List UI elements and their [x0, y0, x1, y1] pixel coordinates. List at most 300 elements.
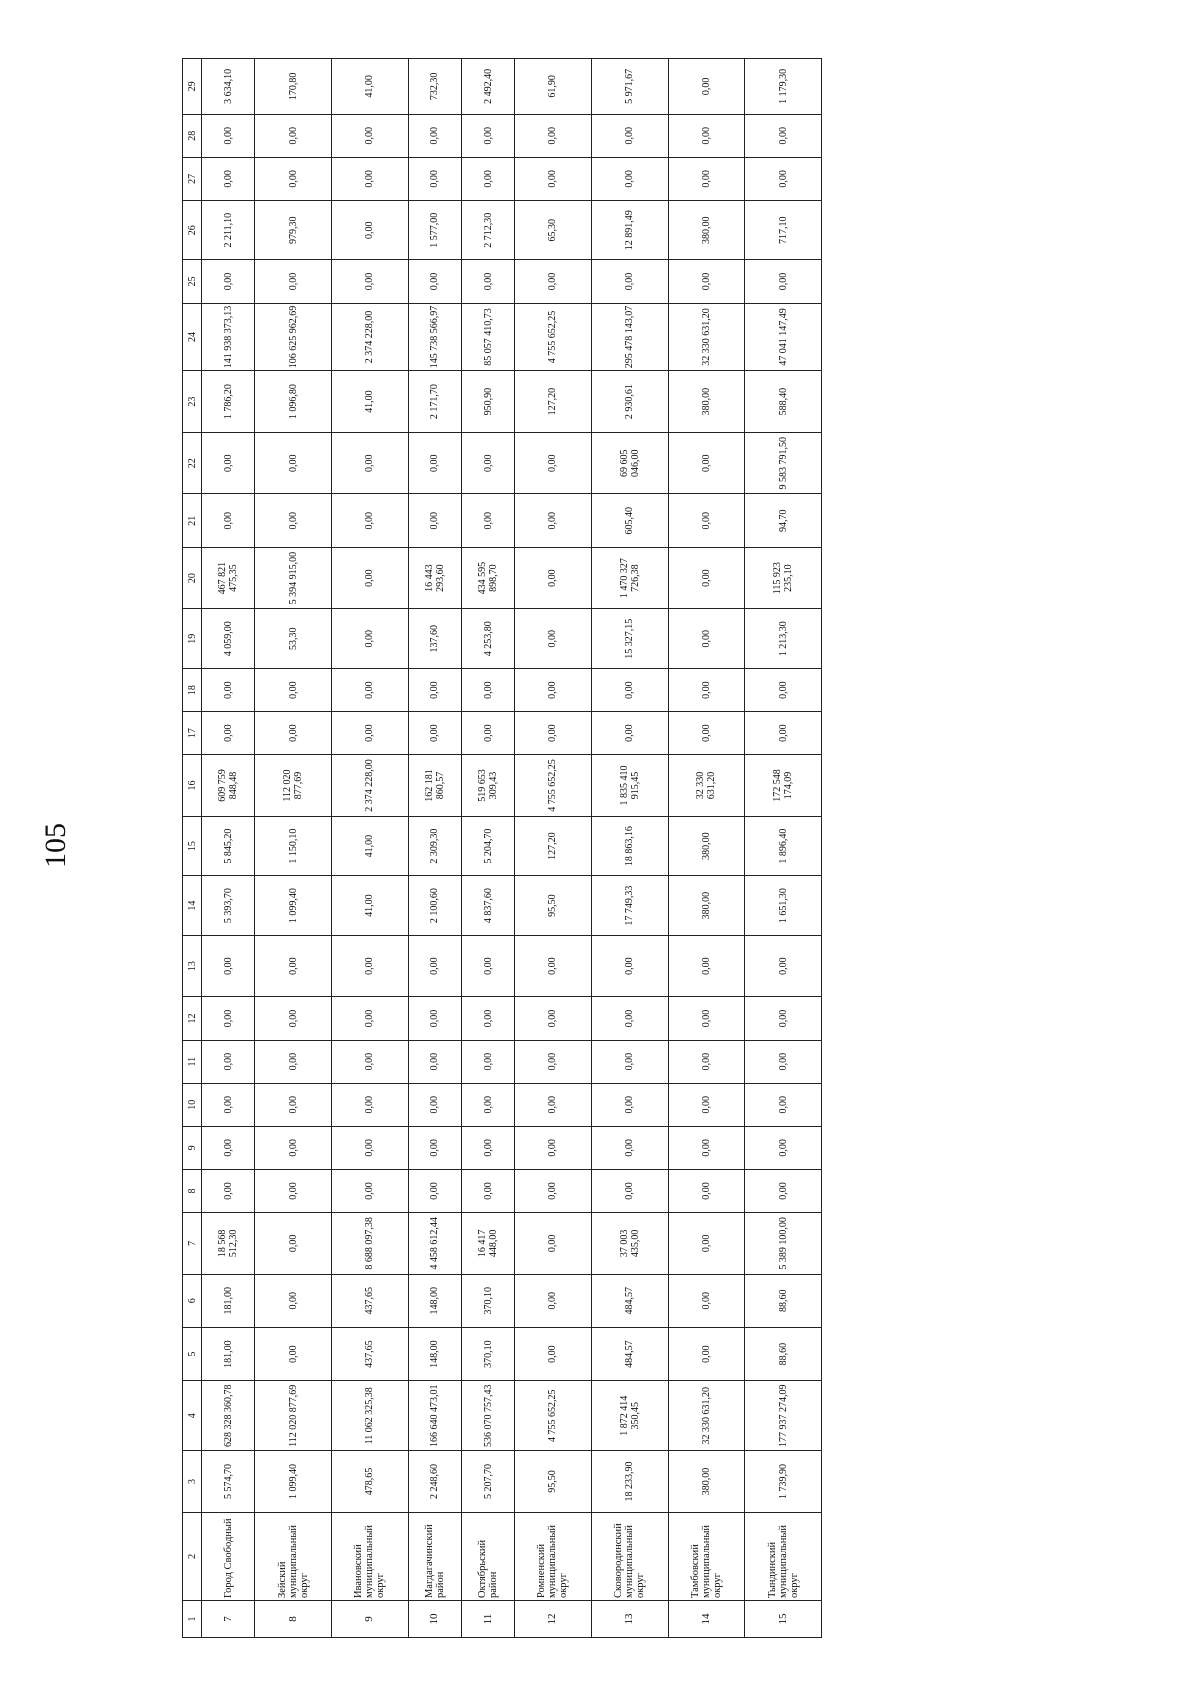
value-cell: 380,00 — [668, 1451, 745, 1513]
value-cell: 162 181 860,57 — [408, 755, 461, 817]
value-cell: 0,00 — [202, 712, 255, 755]
value-cell: 0,00 — [408, 1040, 461, 1083]
value-cell: 484,57 — [591, 1274, 668, 1327]
value-cell: 112 020 877,69 — [255, 755, 332, 817]
value-cell: 5 394 915,00 — [255, 547, 332, 609]
value-cell: 41,00 — [331, 876, 408, 936]
value-cell: 0,00 — [331, 494, 408, 547]
value-cell: 0,00 — [408, 669, 461, 712]
value-cell: 0,00 — [591, 935, 668, 997]
value-cell: 0,00 — [202, 260, 255, 303]
row-number-cell: 10 — [408, 1601, 461, 1638]
value-cell: 17 749,33 — [591, 876, 668, 936]
territory-name-cell: Ромненский муниципальный округ — [515, 1512, 592, 1600]
value-cell: 41,00 — [331, 816, 408, 876]
column-number-cell: 27 — [183, 157, 202, 200]
value-cell: 0,00 — [255, 494, 332, 547]
value-cell: 0,00 — [515, 935, 592, 997]
column-number-cell: 10 — [183, 1083, 202, 1126]
row-number-cell: 7 — [202, 1601, 255, 1638]
value-cell: 380,00 — [668, 876, 745, 936]
value-cell: 0,00 — [461, 494, 514, 547]
value-cell: 0,00 — [668, 1169, 745, 1212]
value-cell: 0,00 — [331, 432, 408, 494]
value-cell: 0,00 — [331, 260, 408, 303]
value-cell: 4 059,00 — [202, 609, 255, 669]
value-cell: 0,00 — [745, 997, 822, 1040]
value-cell: 380,00 — [668, 816, 745, 876]
column-number-cell: 1 — [183, 1601, 202, 1638]
value-cell: 950,90 — [461, 371, 514, 433]
value-cell: 0,00 — [331, 1040, 408, 1083]
value-cell: 0,00 — [591, 1169, 668, 1212]
value-cell: 5 971,67 — [591, 59, 668, 115]
column-number-cell: 6 — [183, 1274, 202, 1327]
value-cell: 0,00 — [515, 997, 592, 1040]
value-cell: 0,00 — [408, 114, 461, 157]
value-cell: 0,00 — [668, 494, 745, 547]
column-number-cell: 26 — [183, 200, 202, 260]
value-cell: 605,40 — [591, 494, 668, 547]
row-number-cell: 12 — [515, 1601, 592, 1638]
value-cell: 2 248,60 — [408, 1451, 461, 1513]
value-cell: 181,00 — [202, 1327, 255, 1380]
value-cell: 1 786,20 — [202, 371, 255, 433]
column-number-cell: 11 — [183, 1040, 202, 1083]
value-cell: 0,00 — [255, 712, 332, 755]
value-cell: 181,00 — [202, 1274, 255, 1327]
value-cell: 65,30 — [515, 200, 592, 260]
column-number-cell: 25 — [183, 260, 202, 303]
value-cell: 0,00 — [591, 669, 668, 712]
column-number-cell: 5 — [183, 1327, 202, 1380]
value-cell: 609 759 848,48 — [202, 755, 255, 817]
value-cell: 0,00 — [202, 997, 255, 1040]
value-cell: 1 896,40 — [745, 816, 822, 876]
value-cell: 5 574,70 — [202, 1451, 255, 1513]
value-cell: 0,00 — [331, 547, 408, 609]
value-cell: 3 634,10 — [202, 59, 255, 115]
value-cell: 0,00 — [331, 1169, 408, 1212]
territory-name-cell: Зейский муниципальный округ — [255, 1512, 332, 1600]
value-cell: 5 207,70 — [461, 1451, 514, 1513]
value-cell: 0,00 — [255, 1213, 332, 1275]
table-wrapper — [182, 58, 822, 1638]
territory-name-cell: Сковородинский муниципальный округ — [591, 1512, 668, 1600]
value-cell: 0,00 — [745, 114, 822, 157]
table-row — [668, 59, 745, 1638]
value-cell: 32 330 631,20 — [668, 1381, 745, 1451]
table-row — [745, 59, 822, 1638]
column-number-cell: 23 — [183, 371, 202, 433]
column-number-cell: 20 — [183, 547, 202, 609]
value-cell: 0,00 — [745, 260, 822, 303]
value-cell: 4 755 652,25 — [515, 1381, 592, 1451]
territory-name-cell: Город Свободный — [202, 1512, 255, 1600]
value-cell: 18 863,16 — [591, 816, 668, 876]
value-cell: 0,00 — [255, 1274, 332, 1327]
value-cell: 88,60 — [745, 1327, 822, 1380]
value-cell: 0,00 — [331, 609, 408, 669]
value-cell: 1 096,80 — [255, 371, 332, 433]
value-cell: 95,50 — [515, 1451, 592, 1513]
value-cell: 88,60 — [745, 1274, 822, 1327]
value-cell: 5 204,70 — [461, 816, 514, 876]
value-cell: 0,00 — [202, 1169, 255, 1212]
data-table — [182, 58, 822, 1638]
value-cell: 0,00 — [515, 1126, 592, 1169]
value-cell: 0,00 — [745, 1169, 822, 1212]
value-cell: 0,00 — [461, 1083, 514, 1126]
value-cell: 0,00 — [668, 1327, 745, 1380]
column-number-cell: 21 — [183, 494, 202, 547]
value-cell: 1 739,90 — [745, 1451, 822, 1513]
value-cell: 0,00 — [745, 1040, 822, 1083]
value-cell: 5 845,20 — [202, 816, 255, 876]
value-cell: 41,00 — [331, 371, 408, 433]
value-cell: 0,00 — [255, 935, 332, 997]
value-cell: 0,00 — [331, 935, 408, 997]
value-cell: 2 171,70 — [408, 371, 461, 433]
value-cell: 437,65 — [331, 1327, 408, 1380]
value-cell: 437,65 — [331, 1274, 408, 1327]
value-cell: 0,00 — [331, 114, 408, 157]
value-cell: 0,00 — [331, 200, 408, 260]
value-cell: 2 100,60 — [408, 876, 461, 936]
value-cell: 41,00 — [331, 59, 408, 115]
column-number-cell: 2 — [183, 1512, 202, 1600]
column-number-cell: 3 — [183, 1451, 202, 1513]
value-cell: 0,00 — [668, 997, 745, 1040]
value-cell: 112 020 877,69 — [255, 1381, 332, 1451]
value-cell: 0,00 — [331, 669, 408, 712]
value-cell: 295 478 143,07 — [591, 303, 668, 371]
value-cell: 0,00 — [331, 997, 408, 1040]
value-cell: 18 568 512,30 — [202, 1213, 255, 1275]
value-cell: 0,00 — [668, 1213, 745, 1275]
value-cell: 0,00 — [202, 669, 255, 712]
row-number-cell: 13 — [591, 1601, 668, 1638]
value-cell: 0,00 — [591, 1040, 668, 1083]
value-cell: 0,00 — [331, 1126, 408, 1169]
value-cell: 0,00 — [408, 997, 461, 1040]
value-cell: 37 003 435,00 — [591, 1213, 668, 1275]
table-row — [515, 59, 592, 1638]
value-cell: 0,00 — [668, 157, 745, 200]
value-cell: 0,00 — [745, 157, 822, 200]
table-row — [408, 59, 461, 1638]
value-cell: 0,00 — [255, 1126, 332, 1169]
value-cell: 0,00 — [515, 669, 592, 712]
column-number-cell: 7 — [183, 1213, 202, 1275]
value-cell: 0,00 — [202, 157, 255, 200]
value-cell: 69 605 046,00 — [591, 432, 668, 494]
value-cell: 8 688 097,38 — [331, 1213, 408, 1275]
value-cell: 979,30 — [255, 200, 332, 260]
value-cell: 0,00 — [591, 260, 668, 303]
value-cell: 484,57 — [591, 1327, 668, 1380]
value-cell: 9 583 791,50 — [745, 432, 822, 494]
value-cell: 172 548 174,09 — [745, 755, 822, 817]
value-cell: 0,00 — [255, 1169, 332, 1212]
value-cell: 106 625 962,69 — [255, 303, 332, 371]
territory-name-cell: Тындинский муниципальный округ — [745, 1512, 822, 1600]
value-cell: 0,00 — [461, 935, 514, 997]
value-cell: 148,00 — [408, 1327, 461, 1380]
table-row — [591, 59, 668, 1638]
value-cell: 0,00 — [515, 609, 592, 669]
value-cell: 0,00 — [255, 157, 332, 200]
value-cell: 0,00 — [202, 935, 255, 997]
column-number-cell: 28 — [183, 114, 202, 157]
column-number-cell: 9 — [183, 1126, 202, 1169]
value-cell: 380,00 — [668, 371, 745, 433]
table-row — [255, 59, 332, 1638]
value-cell: 53,30 — [255, 609, 332, 669]
value-cell: 11 062 325,38 — [331, 1381, 408, 1451]
table-rotated — [182, 58, 822, 1638]
value-cell: 1 651,30 — [745, 876, 822, 936]
value-cell: 0,00 — [255, 260, 332, 303]
value-cell: 0,00 — [255, 997, 332, 1040]
value-cell: 16 443 293,60 — [408, 547, 461, 609]
column-number-cell: 15 — [183, 816, 202, 876]
value-cell: 0,00 — [461, 1169, 514, 1212]
value-cell: 0,00 — [668, 1083, 745, 1126]
value-cell: 1 179,30 — [745, 59, 822, 115]
value-cell: 127,20 — [515, 816, 592, 876]
value-cell: 1 213,30 — [745, 609, 822, 669]
value-cell: 0,00 — [408, 432, 461, 494]
column-number-cell: 22 — [183, 432, 202, 494]
value-cell: 0,00 — [515, 1327, 592, 1380]
column-number-cell: 17 — [183, 712, 202, 755]
value-cell: 1 872 414 350,45 — [591, 1381, 668, 1451]
value-cell: 0,00 — [668, 1040, 745, 1083]
value-cell: 5 389 100,00 — [745, 1213, 822, 1275]
value-cell: 0,00 — [515, 547, 592, 609]
column-number-cell: 19 — [183, 609, 202, 669]
value-cell: 732,30 — [408, 59, 461, 115]
value-cell: 47 041 147,49 — [745, 303, 822, 371]
value-cell: 0,00 — [515, 157, 592, 200]
value-cell: 12 891,49 — [591, 200, 668, 260]
table-row — [331, 59, 408, 1638]
value-cell: 32 330 631,20 — [668, 755, 745, 817]
value-cell: 0,00 — [461, 432, 514, 494]
value-cell: 0,00 — [515, 432, 592, 494]
value-cell: 0,00 — [202, 1083, 255, 1126]
column-number-cell: 24 — [183, 303, 202, 371]
value-cell: 0,00 — [668, 114, 745, 157]
value-cell: 145 738 566,97 — [408, 303, 461, 371]
value-cell: 0,00 — [331, 712, 408, 755]
value-cell: 1 577,00 — [408, 200, 461, 260]
value-cell: 536 070 757,43 — [461, 1381, 514, 1451]
value-cell: 0,00 — [408, 712, 461, 755]
value-cell: 519 653 309,43 — [461, 755, 514, 817]
value-cell: 18 233,90 — [591, 1451, 668, 1513]
row-number-cell: 11 — [461, 1601, 514, 1638]
column-number-cell: 4 — [183, 1381, 202, 1451]
value-cell: 0,00 — [461, 997, 514, 1040]
value-cell: 0,00 — [745, 1083, 822, 1126]
value-cell: 0,00 — [591, 1126, 668, 1169]
value-cell: 0,00 — [202, 432, 255, 494]
value-cell: 0,00 — [408, 1083, 461, 1126]
value-cell: 0,00 — [668, 59, 745, 115]
value-cell: 5 393,70 — [202, 876, 255, 936]
territory-name-cell: Магдагачинский район — [408, 1512, 461, 1600]
value-cell: 0,00 — [515, 1274, 592, 1327]
value-cell: 1 470 327 726,38 — [591, 547, 668, 609]
value-cell: 380,00 — [668, 200, 745, 260]
value-cell: 0,00 — [255, 432, 332, 494]
value-cell: 0,00 — [202, 114, 255, 157]
header-row — [183, 59, 202, 1638]
value-cell: 0,00 — [515, 1169, 592, 1212]
value-cell: 0,00 — [745, 712, 822, 755]
value-cell: 0,00 — [461, 669, 514, 712]
value-cell: 0,00 — [408, 1126, 461, 1169]
table-row — [461, 59, 514, 1638]
value-cell: 0,00 — [591, 1083, 668, 1126]
value-cell: 0,00 — [408, 494, 461, 547]
column-number-cell: 14 — [183, 876, 202, 936]
value-cell: 0,00 — [255, 669, 332, 712]
value-cell: 4 837,60 — [461, 876, 514, 936]
value-cell: 2 374 228,00 — [331, 303, 408, 371]
value-cell: 0,00 — [461, 157, 514, 200]
value-cell: 478,65 — [331, 1451, 408, 1513]
value-cell: 434 595 898,70 — [461, 547, 514, 609]
value-cell: 0,00 — [591, 157, 668, 200]
value-cell: 0,00 — [591, 712, 668, 755]
value-cell: 0,00 — [515, 1083, 592, 1126]
value-cell: 0,00 — [591, 114, 668, 157]
value-cell: 0,00 — [745, 669, 822, 712]
value-cell: 0,00 — [745, 935, 822, 997]
value-cell: 0,00 — [668, 712, 745, 755]
value-cell: 0,00 — [255, 1327, 332, 1380]
row-number-cell: 9 — [331, 1601, 408, 1638]
value-cell: 177 937 274,09 — [745, 1381, 822, 1451]
value-cell: 467 821 475,35 — [202, 547, 255, 609]
value-cell: 0,00 — [461, 1040, 514, 1083]
value-cell: 2 930,61 — [591, 371, 668, 433]
value-cell: 717,10 — [745, 200, 822, 260]
value-cell: 0,00 — [331, 157, 408, 200]
value-cell: 141 938 373,13 — [202, 303, 255, 371]
value-cell: 0,00 — [515, 494, 592, 547]
value-cell: 370,10 — [461, 1274, 514, 1327]
value-cell: 2 712,30 — [461, 200, 514, 260]
column-number-cell: 13 — [183, 935, 202, 997]
value-cell: 4 458 612,44 — [408, 1213, 461, 1275]
value-cell: 2 492,40 — [461, 59, 514, 115]
value-cell: 137,60 — [408, 609, 461, 669]
value-cell: 4 755 652,25 — [515, 303, 592, 371]
column-number-cell: 18 — [183, 669, 202, 712]
value-cell: 115 923 235,10 — [745, 547, 822, 609]
value-cell: 95,50 — [515, 876, 592, 936]
value-cell: 0,00 — [331, 1083, 408, 1126]
value-cell: 94,70 — [745, 494, 822, 547]
value-cell: 0,00 — [408, 157, 461, 200]
value-cell: 0,00 — [255, 1040, 332, 1083]
value-cell: 588,40 — [745, 371, 822, 433]
value-cell: 16 417 448,00 — [461, 1213, 514, 1275]
value-cell: 0,00 — [461, 114, 514, 157]
value-cell: 0,00 — [668, 1274, 745, 1327]
value-cell: 0,00 — [515, 114, 592, 157]
value-cell: 1 835 410 915,45 — [591, 755, 668, 817]
value-cell: 148,00 — [408, 1274, 461, 1327]
value-cell: 0,00 — [668, 609, 745, 669]
value-cell: 32 330 631,20 — [668, 303, 745, 371]
value-cell: 127,20 — [515, 371, 592, 433]
row-number-cell: 15 — [745, 1601, 822, 1638]
value-cell: 1 099,40 — [255, 876, 332, 936]
value-cell: 2 211,10 — [202, 200, 255, 260]
value-cell: 61,90 — [515, 59, 592, 115]
value-cell: 1 150,10 — [255, 816, 332, 876]
territory-name-cell: Октябрьский район — [461, 1512, 514, 1600]
value-cell: 0,00 — [461, 260, 514, 303]
value-cell: 0,00 — [515, 1040, 592, 1083]
value-cell: 0,00 — [202, 1040, 255, 1083]
value-cell: 166 640 473,01 — [408, 1381, 461, 1451]
value-cell: 0,00 — [255, 1083, 332, 1126]
value-cell: 628 328 360,78 — [202, 1381, 255, 1451]
value-cell: 0,00 — [202, 494, 255, 547]
column-number-cell: 8 — [183, 1169, 202, 1212]
value-cell: 0,00 — [515, 260, 592, 303]
value-cell: 0,00 — [408, 935, 461, 997]
value-cell: 0,00 — [461, 1126, 514, 1169]
value-cell: 370,10 — [461, 1327, 514, 1380]
value-cell: 0,00 — [668, 432, 745, 494]
value-cell: 2 309,30 — [408, 816, 461, 876]
row-number-cell: 14 — [668, 1601, 745, 1638]
value-cell: 0,00 — [515, 712, 592, 755]
row-number-cell: 8 — [255, 1601, 332, 1638]
value-cell: 85 057 410,73 — [461, 303, 514, 371]
value-cell: 2 374 228,00 — [331, 755, 408, 817]
value-cell: 0,00 — [745, 1126, 822, 1169]
value-cell: 0,00 — [668, 1126, 745, 1169]
territory-name-cell: Тамбовский муниципальный округ — [668, 1512, 745, 1600]
value-cell: 0,00 — [408, 260, 461, 303]
value-cell: 4 755 652,25 — [515, 755, 592, 817]
value-cell: 170,80 — [255, 59, 332, 115]
value-cell: 1 099,40 — [255, 1451, 332, 1513]
value-cell: 0,00 — [668, 935, 745, 997]
territory-name-cell: Ивановский муниципальный округ — [331, 1512, 408, 1600]
column-number-cell: 12 — [183, 997, 202, 1040]
column-number-cell: 16 — [183, 755, 202, 817]
value-cell: 0,00 — [668, 547, 745, 609]
value-cell: 0,00 — [255, 114, 332, 157]
value-cell: 0,00 — [668, 260, 745, 303]
table-row — [202, 59, 255, 1638]
value-cell: 4 253,80 — [461, 609, 514, 669]
value-cell: 0,00 — [461, 712, 514, 755]
page-number: 105 — [39, 823, 72, 868]
value-cell: 0,00 — [515, 1213, 592, 1275]
value-cell: 0,00 — [202, 1126, 255, 1169]
column-number-cell: 29 — [183, 59, 202, 115]
